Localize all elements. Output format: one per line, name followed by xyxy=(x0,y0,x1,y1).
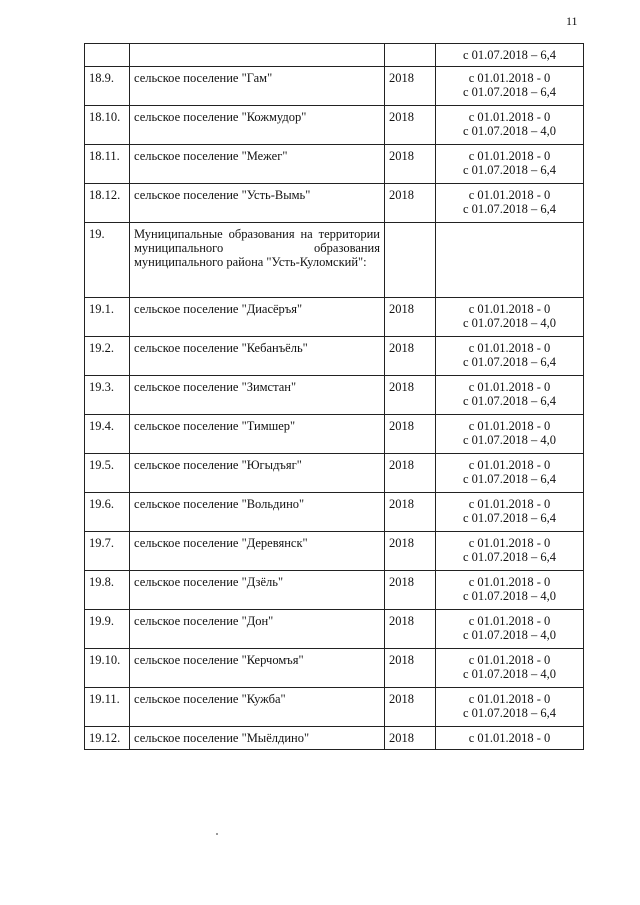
year-cell: 2018 xyxy=(385,532,436,571)
rate-line: с 01.01.2018 - 0 xyxy=(468,419,551,433)
year-cell: 2018 xyxy=(385,106,436,145)
table-row xyxy=(85,688,584,727)
table-row xyxy=(85,571,584,610)
rate-cell xyxy=(436,44,584,67)
table-row xyxy=(85,610,584,649)
rate-line: с 01.07.2018 – 6,4 xyxy=(462,163,557,177)
rate-line: с 01.07.2018 – 6,4 xyxy=(462,706,557,720)
year-cell: 2018 xyxy=(385,727,436,750)
rate-line: с 01.01.2018 - 0 xyxy=(468,341,551,355)
rate-line: с 01.01.2018 - 0 xyxy=(468,71,551,85)
rate-cell xyxy=(436,298,584,337)
row-number-cell: 19.11. xyxy=(85,688,130,727)
page-number: 11 xyxy=(566,14,578,28)
rate-line: с 01.01.2018 - 0 xyxy=(468,188,551,202)
settlement-name-cell: сельское поселение "Югыдъяг" xyxy=(130,454,385,493)
rate-line: с 01.07.2018 – 6,4 xyxy=(462,394,557,408)
rate-cell xyxy=(436,67,584,106)
settlement-name-cell xyxy=(130,44,385,67)
settlement-name-cell: сельское поселение "Усть-Вымь" xyxy=(130,184,385,223)
rate-cell xyxy=(436,688,584,727)
rate-cell xyxy=(436,571,584,610)
rate-line: с 01.01.2018 - 0 xyxy=(468,302,551,316)
table-row xyxy=(85,67,584,106)
rate-line: с 01.01.2018 - 0 xyxy=(468,380,551,394)
rate-line: с 01.07.2018 – 4,0 xyxy=(462,667,557,681)
rate-line: с 01.01.2018 - 0 xyxy=(468,614,551,628)
year-cell: 2018 xyxy=(385,376,436,415)
table-row xyxy=(85,376,584,415)
year-cell: 2018 xyxy=(385,415,436,454)
settlement-name-cell: сельское поселение "Вольдино" xyxy=(130,493,385,532)
year-cell xyxy=(385,223,436,298)
rate-cell xyxy=(436,493,584,532)
table-row xyxy=(85,44,584,67)
settlement-name-cell: сельское поселение "Межег" xyxy=(130,145,385,184)
rate-line: с 01.01.2018 - 0 xyxy=(468,497,551,511)
row-number-cell: 19.3. xyxy=(85,376,130,415)
row-number-cell: 19.12. xyxy=(85,727,130,750)
year-cell: 2018 xyxy=(385,454,436,493)
row-number-cell: 19.6. xyxy=(85,493,130,532)
settlement-name-cell: сельское поселение "Дон" xyxy=(130,610,385,649)
rate-cell xyxy=(436,454,584,493)
settlement-name-cell: сельское поселение "Тимшер" xyxy=(130,415,385,454)
settlement-name-cell: сельское поселение "Кожмудор" xyxy=(130,106,385,145)
table-row xyxy=(85,454,584,493)
rate-cell xyxy=(436,649,584,688)
year-cell: 2018 xyxy=(385,610,436,649)
row-number-cell: 18.10. xyxy=(85,106,130,145)
rate-cell xyxy=(436,727,584,750)
table-row xyxy=(85,184,584,223)
rate-line: с 01.07.2018 – 4,0 xyxy=(462,433,557,447)
rate-line: с 01.01.2018 - 0 xyxy=(468,149,551,163)
rate-line: с 01.07.2018 – 6,4 xyxy=(462,472,557,486)
row-number-cell: 18.9. xyxy=(85,67,130,106)
year-cell: 2018 xyxy=(385,298,436,337)
row-number-cell: 18.12. xyxy=(85,184,130,223)
settlement-name-cell: сельское поселение "Мыёлдино" xyxy=(130,727,385,750)
row-number-cell: 18.11. xyxy=(85,145,130,184)
rate-line: с 01.07.2018 – 4,0 xyxy=(462,589,557,603)
rate-line: с 01.01.2018 - 0 xyxy=(468,536,551,550)
table-row xyxy=(85,727,584,750)
table-row xyxy=(85,298,584,337)
row-number-cell: 19. xyxy=(85,223,130,298)
rates-table-body xyxy=(85,44,584,750)
year-cell xyxy=(385,44,436,67)
rate-cell xyxy=(436,532,584,571)
year-cell: 2018 xyxy=(385,337,436,376)
row-number-cell: 19.4. xyxy=(85,415,130,454)
year-cell: 2018 xyxy=(385,571,436,610)
rate-line: с 01.01.2018 - 0 xyxy=(468,458,551,472)
table-row xyxy=(85,223,584,298)
year-cell: 2018 xyxy=(385,493,436,532)
settlement-name-cell: Муниципальные образования на территории муниципального образования муниципального района "Усть-Куломский": xyxy=(130,223,385,298)
year-cell: 2018 xyxy=(385,67,436,106)
table-row xyxy=(85,493,584,532)
rate-line: с 01.07.2018 – 4,0 xyxy=(462,316,557,330)
rates-table xyxy=(84,43,584,750)
rate-cell xyxy=(436,337,584,376)
row-number-cell: 19.9. xyxy=(85,610,130,649)
row-number-cell: 19.7. xyxy=(85,532,130,571)
rate-cell xyxy=(436,376,584,415)
table-row xyxy=(85,415,584,454)
rate-line: с 01.07.2018 – 4,0 xyxy=(462,628,557,642)
row-number-cell: 19.10. xyxy=(85,649,130,688)
rate-cell xyxy=(436,184,584,223)
row-number-cell: 19.5. xyxy=(85,454,130,493)
rate-line: с 01.01.2018 - 0 xyxy=(468,653,551,667)
rate-cell xyxy=(436,223,584,298)
settlement-name-cell: сельское поселение "Керчомъя" xyxy=(130,649,385,688)
table-row xyxy=(85,532,584,571)
row-number-cell: 19.8. xyxy=(85,571,130,610)
table-row xyxy=(85,649,584,688)
rate-line: с 01.01.2018 - 0 xyxy=(468,692,551,706)
rate-line: с 01.01.2018 - 0 xyxy=(468,575,551,589)
rate-line: с 01.01.2018 - 0 xyxy=(468,110,551,124)
rate-cell xyxy=(436,415,584,454)
rate-cell xyxy=(436,610,584,649)
rate-line: с 01.07.2018 – 6,4 xyxy=(462,550,557,564)
rate-line: с 01.07.2018 – 4,0 xyxy=(462,124,557,138)
table-row xyxy=(85,106,584,145)
rate-line: с 01.07.2018 – 6,4 xyxy=(462,511,557,525)
rate-cell xyxy=(436,106,584,145)
settlement-name-cell: сельское поселение "Диасёръя" xyxy=(130,298,385,337)
year-cell: 2018 xyxy=(385,184,436,223)
settlement-name-cell: сельское поселение "Деревянск" xyxy=(130,532,385,571)
settlement-name-cell: сельское поселение "Гам" xyxy=(130,67,385,106)
year-cell: 2018 xyxy=(385,649,436,688)
year-cell: 2018 xyxy=(385,688,436,727)
row-number-cell: 19.1. xyxy=(85,298,130,337)
scan-speck xyxy=(216,833,218,835)
row-number-cell: 19.2. xyxy=(85,337,130,376)
settlement-name-cell: сельское поселение "Дзёль" xyxy=(130,571,385,610)
row-number-cell xyxy=(85,44,130,67)
year-cell: 2018 xyxy=(385,145,436,184)
rate-line: с 01.07.2018 – 6,4 xyxy=(462,85,557,99)
table-row xyxy=(85,145,584,184)
settlement-name-cell: сельское поселение "Кебанъёль" xyxy=(130,337,385,376)
rate-line: с 01.07.2018 – 6,4 xyxy=(462,48,557,62)
table-row xyxy=(85,337,584,376)
rate-line: с 01.01.2018 - 0 xyxy=(468,731,551,745)
settlement-name-cell: сельское поселение "Зимстан" xyxy=(130,376,385,415)
rate-line: с 01.07.2018 – 6,4 xyxy=(462,355,557,369)
rate-cell xyxy=(436,145,584,184)
rate-line: с 01.07.2018 – 6,4 xyxy=(462,202,557,216)
settlement-name-cell: сельское поселение "Кужба" xyxy=(130,688,385,727)
